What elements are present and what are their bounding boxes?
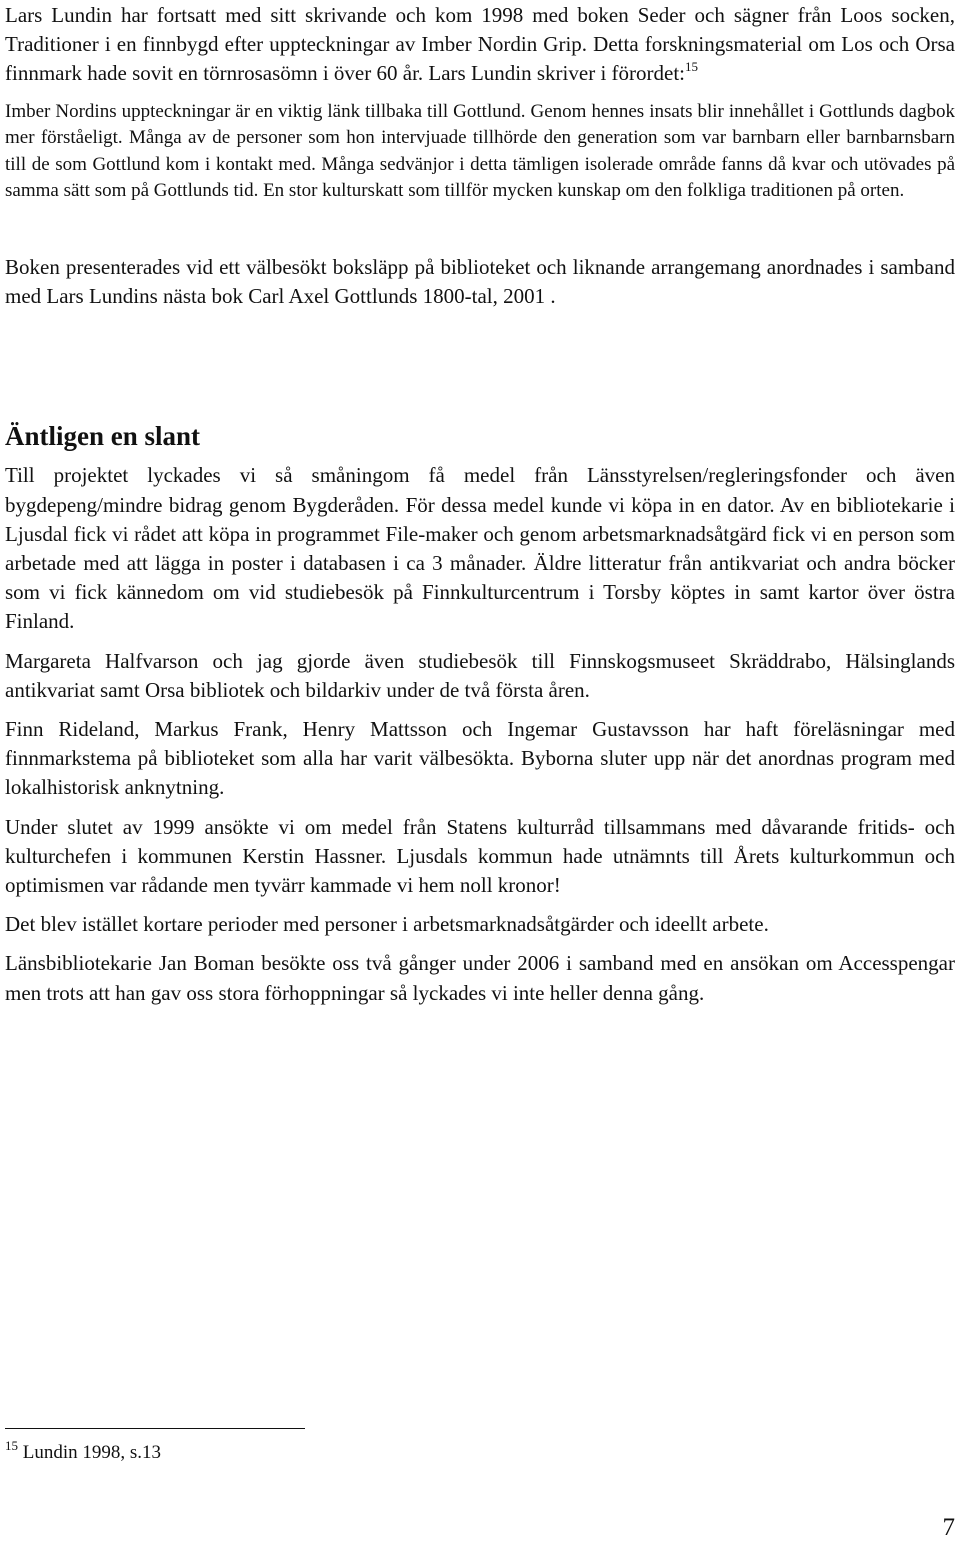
footnote-divider: [5, 1428, 305, 1429]
page-number: 7: [942, 1514, 955, 1541]
intro-paragraph: [5, 1, 955, 89]
intro-text: Lars Lundin har fortsatt med sitt skrivande och kom 1998 med boken Seder och sägner från Loos socken, Traditioner i en finnbygd efter uppteckningar av Imber Nordin Grip. Detta forskningsmaterial om Los och Orsa finnmark hade sovit en törnrosasömn i över 60 år. Lars Lundin skriver i förordet:: [5, 3, 955, 86]
body-paragraph: Finn Rideland, Markus Frank, Henry Mattsson och Ingemar Gustavsson har haft föreläsningar med finnmarkstema på biblioteket som alla har varit välbesökta. Byborna sluter upp när det anordnas program med lokalhistorisk anknytning.: [5, 717, 955, 800]
block-quote: Imber Nordins uppteckningar är en viktig länk tillbaka till Gottlund. Genom hennes insats blir innehållet i Gottlunds dagbok mer förståeligt. Många av de personer som hon intervjuade tillhörde den generation som var barnbarn eller barnbarnsbarn till de som Gottlund kom i kontakt med. Många sedvänjor i detta tämligen isolerade område fanns då kvar och utövades på samma sätt som på Gottlunds tid. En stor kulturskatt som tillför mycken kunskap om den folkliga traditionen på orten.: [5, 100, 955, 202]
footnote: [5, 1437, 162, 1466]
body-paragraph: Länsbibliotekarie Jan Boman besökte oss två gånger under 2006 i samband med en ansökan om Accesspengar men trots att han gav oss stora förhoppningar så lyckades vi inte heller denna gång.: [5, 951, 955, 1005]
section-heading: Äntligen en slant: [5, 421, 201, 452]
body-paragraph: Det blev istället kortare perioder med personer i arbetsmarknadsåtgärder och ideellt arbete.: [5, 912, 769, 937]
footnote-reference[interactable]: 15: [685, 59, 698, 75]
document-page: [5, 0, 955, 1463]
body-paragraph: Till projektet lyckades vi så småningom få medel från Länsstyrelsen/regleringsfonder och även bygdepeng/mindre bidrag genom Bygderåden. För dessa medel kunde vi köpa in en dator. Av en bibliotekarie i Ljusdal fick vi rådet att köpa in programmet File-maker och genom arbetsmarknadsåtgärd fick vi en person som arbetade med att lägga in poster i databasen i ca 3 månader. Äldre litteratur från antikvariat och andra böcker som vi fick kännedom om vid studiebesök på Finnkulturcentrum i Torsby köptes in samt kartor över östra Finland.: [5, 463, 955, 634]
footnote-number: 15: [5, 1437, 18, 1453]
body-paragraph: Under slutet av 1999 ansökte vi om medel från Statens kulturråd tillsammans med dåvarande fritids- och kulturchefen i kommunen Kerstin Hassner. Ljusdals kommun hade utnämnts till Årets kulturkommun och optimismen var rådande men tyvärr kammade vi hem noll kronor!: [5, 814, 955, 898]
footnote-text: Lundin 1998, s.13: [22, 1442, 162, 1463]
body-paragraph: Margareta Halfvarson och jag gjorde även studiebesök till Finnskogsmuseet Skräddrabo, Hälsinglands antikvariat samt Orsa bibliotek och bildarkiv under de två första åren.: [5, 648, 955, 702]
book-launch-paragraph: Boken presenterades vid ett välbesökt boksläpp på biblioteket och liknande arrangemang anordnades i samband med Lars Lundins nästa bok Carl Axel Gottlunds 1800-tal, 2001 .: [5, 254, 955, 309]
